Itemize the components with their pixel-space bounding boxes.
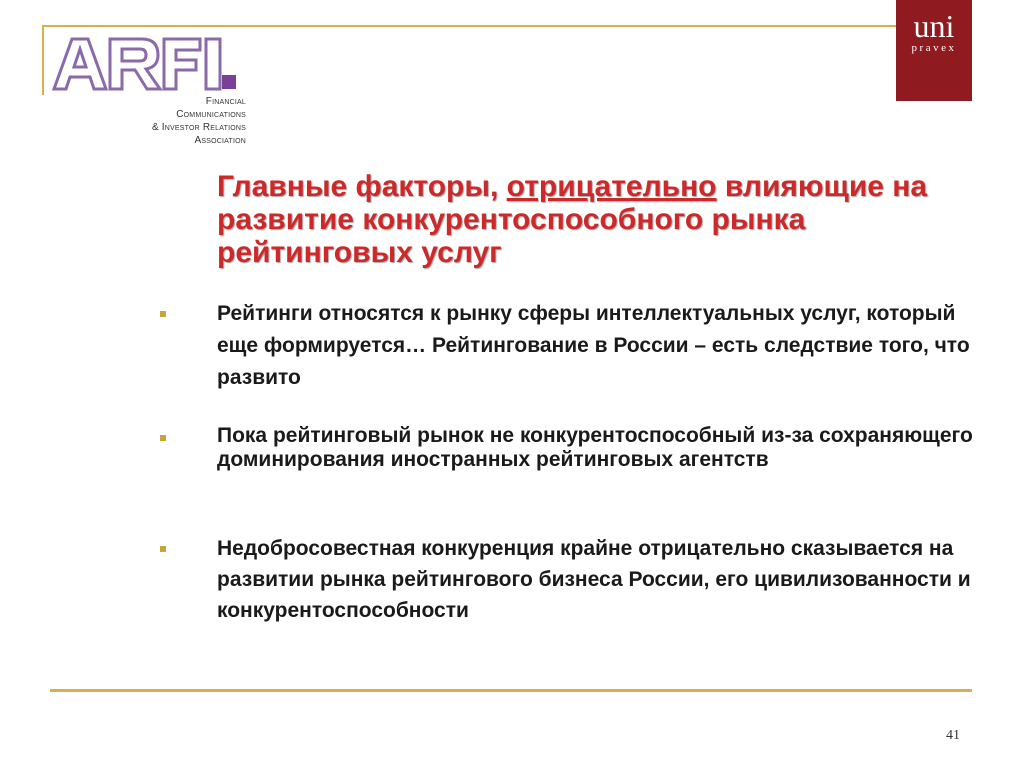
bullet-text: Пока рейтинговый рынок не конкурентоспособный из-за сохраняющего доминирования иностранных рейтинговых агентств [217, 424, 973, 471]
unipravex-logo [896, 0, 972, 101]
arfi-caption-line: Financial [205, 96, 246, 107]
square-bullet-icon [160, 435, 166, 441]
arfi-caption-line: & Investor Relations [151, 122, 246, 133]
slide-title [217, 170, 977, 269]
square-bullet-icon [160, 311, 166, 317]
arfi-caption [86, 95, 246, 147]
top-divider [42, 25, 896, 27]
arfi-caption-line: Communications [176, 109, 246, 120]
arfi-logo [50, 33, 246, 153]
uni-logo-word: uni [913, 8, 955, 44]
left-divider [42, 25, 44, 95]
bullet-text: Рейтинги относятся к рынку сферы интеллектуальных услуг, который еще формируется… Рейтингование в России – есть следствие того, что развито [217, 302, 970, 389]
square-bullet-icon [160, 546, 166, 552]
uni-logo-sub: pravex [911, 42, 957, 54]
title-part-2: влияющие на развитие конкурентоспособного рынка рейтинговых услуг [217, 170, 928, 269]
bottom-divider [50, 689, 972, 692]
title-part-1: Главные факторы, [217, 170, 507, 203]
arfi-logo-mark [50, 33, 240, 93]
arfi-caption-line: Association [194, 135, 246, 146]
page-number: 41 [946, 728, 960, 743]
title-underlined: отрицательно [506, 170, 717, 203]
bullet-text: Недобросовестная конкуренция крайне отрицательно сказывается на развитии рынка рейтингового бизнеса России, его цивилизованности и конкурентоспособности [217, 537, 971, 622]
